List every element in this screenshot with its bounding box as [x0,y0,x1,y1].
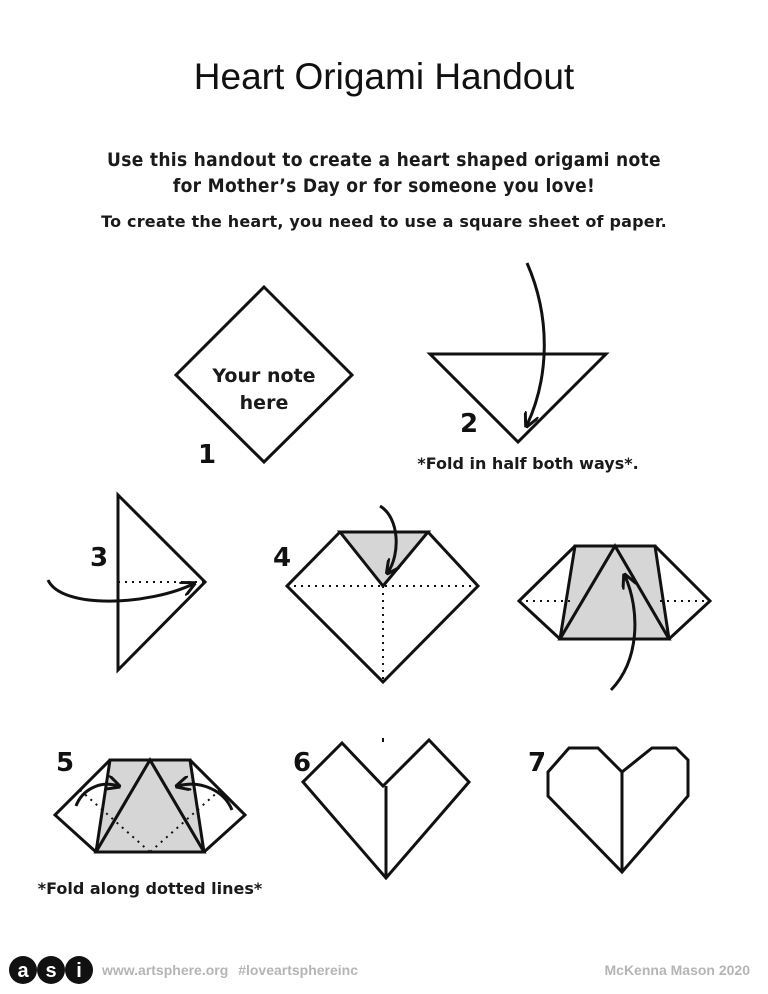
step-7-figure [548,748,688,872]
step-5-figure [55,760,245,852]
step-4-figure [287,506,478,682]
footer-credit: McKenna Mason 2020 [604,962,750,978]
footer-links [102,962,364,978]
logo-letter-a: a [17,960,29,982]
note-line-2: here [239,392,289,414]
step-number-7: 7 [528,748,547,778]
step-6-figure [303,738,469,878]
intro-line-1: Use this handout to create a heart shaped origami note [107,149,661,171]
logo-letter-i: i [76,960,82,982]
asi-logo [7,953,97,987]
logo-letter-s: s [45,960,57,982]
intro-line-3: To create the heart, you need to use a square sheet of paper. [101,212,667,231]
step-3-figure [48,495,205,670]
step-number-6: 6 [293,748,312,778]
step-number-4: 4 [273,543,292,573]
footer-hashtag: #loveartsphereinc [238,962,359,978]
caption-fold-half: *Fold in half both ways*. [417,454,639,473]
footer-website[interactable]: www.artsphere.org [102,962,229,978]
step-number-3: 3 [90,543,109,573]
step-number-2: 2 [460,409,479,439]
step-2-figure [430,263,606,442]
note-line-1: Your note [212,365,316,387]
intro-line-2: for Mother’s Day or for someone you love! [172,175,596,197]
step-4b-figure [519,546,710,690]
step-number-1: 1 [198,440,217,470]
page-title: Heart Origami Handout [193,56,575,97]
step-number-5: 5 [56,748,75,778]
caption-fold-dotted: *Fold along dotted lines* [37,879,263,898]
